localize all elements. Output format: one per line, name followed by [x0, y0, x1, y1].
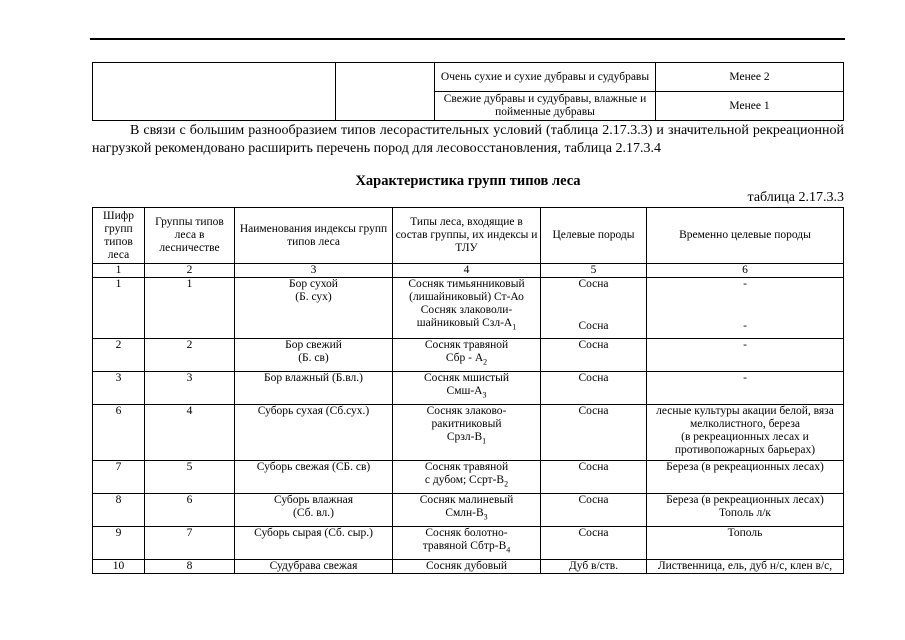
cell-target: Сосна [541, 494, 647, 527]
cell-name: Бор влажный (Б.вл.) [235, 372, 393, 405]
cell-line: Смлн-$В_3$ [445, 507, 488, 522]
cell-name: Суборь свежая (СБ. св) [235, 461, 393, 494]
table-row [93, 560, 844, 574]
cell-types [393, 461, 541, 494]
cell-temp [647, 278, 844, 339]
header-cell: Наименования индексы групп типов леса [235, 208, 393, 264]
cell-line: Бор сухой [289, 278, 338, 290]
column-number: 5 [541, 264, 647, 278]
cell-name: Суборь сухая (Сб.сух.) [235, 405, 393, 461]
continuation-table [92, 62, 844, 121]
cell-code: 2 [93, 339, 145, 372]
cell-line: Срзл-$В_1$ [446, 431, 487, 446]
cell-line: травяной Сбтр-$В_4$ [422, 540, 511, 555]
cell-line: - [743, 320, 747, 332]
cell-temp: Тополь [647, 527, 844, 560]
cell-line: Сосняк злаковоли-шайниковый Сзл-$А_1$ [416, 304, 517, 332]
table-cell: Менее 2 [656, 63, 844, 92]
header-cell: Группы типов леса в лесничестве [145, 208, 235, 264]
cell-line: Береза (в рекреационных лесах) [666, 494, 824, 506]
cell-group: 3 [145, 372, 235, 405]
cell-line: (Б. сух) [295, 291, 332, 303]
column-number: 6 [647, 264, 844, 278]
cell-name [235, 339, 393, 372]
table-row [93, 372, 844, 405]
cell-code: 1 [93, 278, 145, 339]
cell-line: Сосняк малиневый [419, 494, 514, 506]
cell-line: Тополь л/к [718, 507, 772, 519]
cell-line: Сосна [578, 278, 609, 290]
table-cell: Свежие дубравы и судубравы, влажные и пойменные дубравы [435, 92, 656, 121]
cell-line: (Б. св) [298, 352, 329, 364]
cell-line: ракитниковый [431, 418, 502, 430]
cell-code: 3 [93, 372, 145, 405]
cell-code: 9 [93, 527, 145, 560]
cell-target: Сосна [541, 372, 647, 405]
cell-code: 6 [93, 405, 145, 461]
cell-group: 6 [145, 494, 235, 527]
cell-code: 7 [93, 461, 145, 494]
cell-group: 7 [145, 527, 235, 560]
table-number-label: таблица 2.17.3.3 [747, 190, 844, 205]
cell-line: с дубом; Ссрт-$В_2$ [424, 474, 509, 489]
cell-target: Сосна [541, 405, 647, 461]
cell-line: Сосняк тимьянниковый (лишайниковый) Ст-Ао [408, 278, 525, 303]
forest-types-table [92, 207, 844, 574]
header-cell: Целевые породы [541, 208, 647, 264]
table-row [93, 494, 844, 527]
cell-target: Сосна [541, 339, 647, 372]
cell-types [393, 372, 541, 405]
cell-line: Смш-$А_3$ [446, 385, 487, 400]
table-row [93, 461, 844, 494]
cell-temp [647, 405, 844, 461]
cell-group: 2 [145, 339, 235, 372]
cell-types [393, 527, 541, 560]
table-row [93, 405, 844, 461]
cell-group: 5 [145, 461, 235, 494]
top-rule [90, 38, 845, 40]
cell-target: Сосна [541, 461, 647, 494]
cell-temp: Лиственница, ель, дуб н/с, клен в/с, [647, 560, 844, 574]
cell-line: Сосняк злаково- [426, 405, 507, 417]
cell-group: 8 [145, 560, 235, 574]
column-number: 1 [93, 264, 145, 278]
header-cell: Временно целевые породы [647, 208, 844, 264]
table-cell [93, 63, 336, 121]
cell-types: Сосняк дубовый [393, 560, 541, 574]
table-row [93, 278, 844, 339]
table-row [93, 339, 844, 372]
cell-types [393, 405, 541, 461]
cell-line: (в рекреационных лесах и противопожарных барьерах) [674, 431, 816, 456]
cell-line: Бор свежий [285, 339, 342, 351]
table-cell: Менее 1 [656, 92, 844, 121]
cell-name: Суборь сырая (Сб. сыр.) [235, 527, 393, 560]
column-number: 2 [145, 264, 235, 278]
cell-name: Судубрава свежая [235, 560, 393, 574]
body-paragraph: В связи с большим разнообразием типов лесорастительных условий (таблица 2.17.3.3) и значительной рекреационной нагрузкой рекомендовано расширить перечень пород для лесовосстановления, таблица 2.17.3.4 [92, 123, 844, 156]
cell-line: Суборь влажная [273, 494, 354, 506]
cell-types [393, 494, 541, 527]
cell-line: Сосна [578, 320, 609, 332]
cell-types [393, 278, 541, 339]
cell-line: лесные культуры акации белой, вяза мелколистного, береза [656, 405, 834, 430]
cell-line: Сосняк травяной [424, 461, 509, 473]
table-cell: Очень сухие и сухие дубравы и судубравы [435, 63, 656, 92]
cell-target [541, 278, 647, 339]
column-number-row [93, 264, 844, 278]
cell-name [235, 494, 393, 527]
cell-code: 8 [93, 494, 145, 527]
cell-temp: Береза (в рекреационных лесах) [647, 461, 844, 494]
table-row [93, 63, 844, 92]
cell-target: Сосна [541, 527, 647, 560]
column-number: 4 [393, 264, 541, 278]
column-number: 3 [235, 264, 393, 278]
cell-target: Дуб в/ств. [541, 560, 647, 574]
cell-code: 10 [93, 560, 145, 574]
cell-line: (Сб. вл.) [293, 507, 334, 519]
cell-line: - [743, 278, 747, 290]
cell-name [235, 278, 393, 339]
cell-temp: - [647, 372, 844, 405]
table-row [93, 527, 844, 560]
table-heading: Характеристика групп типов леса [355, 173, 581, 189]
cell-types [393, 339, 541, 372]
cell-temp: - [647, 339, 844, 372]
cell-line: Сосняк травяной [424, 339, 509, 351]
header-cell: Шифр групп типов леса [93, 208, 145, 264]
table-header-row [93, 208, 844, 264]
cell-line: Сбр - $А_2$ [445, 352, 488, 367]
cell-line: Сосняк болотно- [425, 527, 508, 539]
cell-temp [647, 494, 844, 527]
table-cell [336, 63, 435, 121]
cell-line: Сосняк мшистый [423, 372, 509, 384]
header-cell: Типы леса, входящие в состав группы, их индексы и ТЛУ [393, 208, 541, 264]
cell-group: 1 [145, 278, 235, 339]
cell-group: 4 [145, 405, 235, 461]
